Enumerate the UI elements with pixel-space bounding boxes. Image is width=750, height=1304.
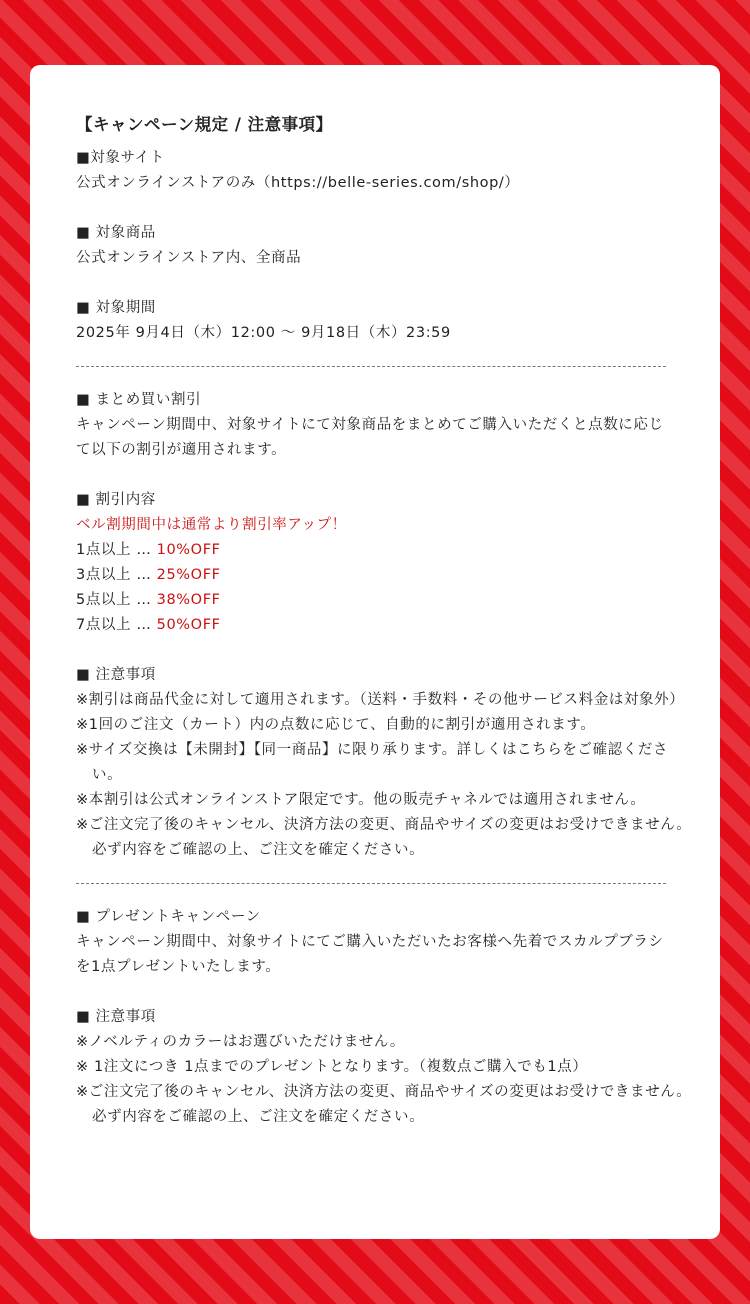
note-item: ※本割引は公式オンラインストア限定です。他の販売チャネルでは適用されません。 <box>76 792 646 808</box>
page-title: 【キャンペーン規定 / 注意事項】 <box>76 115 333 134</box>
note-item: ※サイズ交換は【未開封】【同一商品】に限り承ります。詳しくはこちらをご確認ください。 <box>76 742 669 783</box>
discount-highlight: ベル割期間中は通常より割引率アップ！ <box>76 517 347 533</box>
tier-value: 50%OFF <box>156 617 221 633</box>
bulk-discount-description: キャンペーン期間中、対象サイトにて対象商品をまとめてご購入いただくと点数に応じて以下の割引が適用されます。 <box>76 417 664 458</box>
present-campaign-heading: ■ プレゼントキャンペーン <box>76 909 261 925</box>
campaign-terms-card <box>30 65 720 1239</box>
notes-heading: ■ 注意事項 <box>76 667 156 683</box>
target-site-value: 公式オンラインストアのみ（https://belle-series.com/shop/） <box>76 175 520 191</box>
discount-tier <box>76 563 676 588</box>
bulk-discount-heading: ■ まとめ買い割引 <box>76 392 202 408</box>
target-site-heading: ■対象サイト <box>76 150 165 166</box>
notes-heading: ■ 注意事項 <box>76 1009 156 1025</box>
tier-value: 10%OFF <box>156 542 221 558</box>
discount-tier <box>76 613 676 638</box>
discount-tier <box>76 538 676 563</box>
target-period-value: 2025年 9月4日（木）12:00 〜 9月18日（木）23:59 <box>76 325 451 341</box>
note-item: ※ご注文完了後のキャンセル、決済方法の変更、商品やサイズの変更はお受けできません。必ず内容をご確認の上、ご注文を確定ください。 <box>76 817 692 858</box>
discount-tier <box>76 588 676 613</box>
note-item: ※割引は商品代金に対して適用されます。（送料・手数料・その他サービス料金は対象外） <box>76 692 685 708</box>
tier-label: 3点以上 … <box>76 567 157 583</box>
note-item: ※ 1注文につき 1点までのプレゼントとなります。（複数点ご購入でも1点） <box>76 1059 588 1075</box>
note-item: ※ノベルティのカラーはお選びいただけません。 <box>76 1034 405 1050</box>
note-item: ※1回のご注文（カート）内の点数に応じて、自動的に割引が適用されます。 <box>76 717 596 733</box>
dashed-divider <box>76 883 666 885</box>
present-campaign-description: キャンペーン期間中、対象サイトにてご購入いただいたお客様へ先着でスカルプブラシを1点プレゼントいたします。 <box>76 934 664 975</box>
discount-details-heading: ■ 割引内容 <box>76 492 156 508</box>
dashed-divider <box>76 366 666 368</box>
tier-value: 38%OFF <box>156 592 221 608</box>
tier-label: 5点以上 … <box>76 592 157 608</box>
target-products-value: 公式オンラインストア内、全商品 <box>76 250 302 266</box>
tier-label: 7点以上 … <box>76 617 157 633</box>
note-item: ※ご注文完了後のキャンセル、決済方法の変更、商品やサイズの変更はお受けできません。必ず内容をご確認の上、ご注文を確定ください。 <box>76 1084 692 1125</box>
tier-label: 1点以上 … <box>76 542 157 558</box>
target-products-heading: ■ 対象商品 <box>76 225 156 241</box>
target-period-heading: ■ 対象期間 <box>76 300 156 316</box>
tier-value: 25%OFF <box>156 567 221 583</box>
